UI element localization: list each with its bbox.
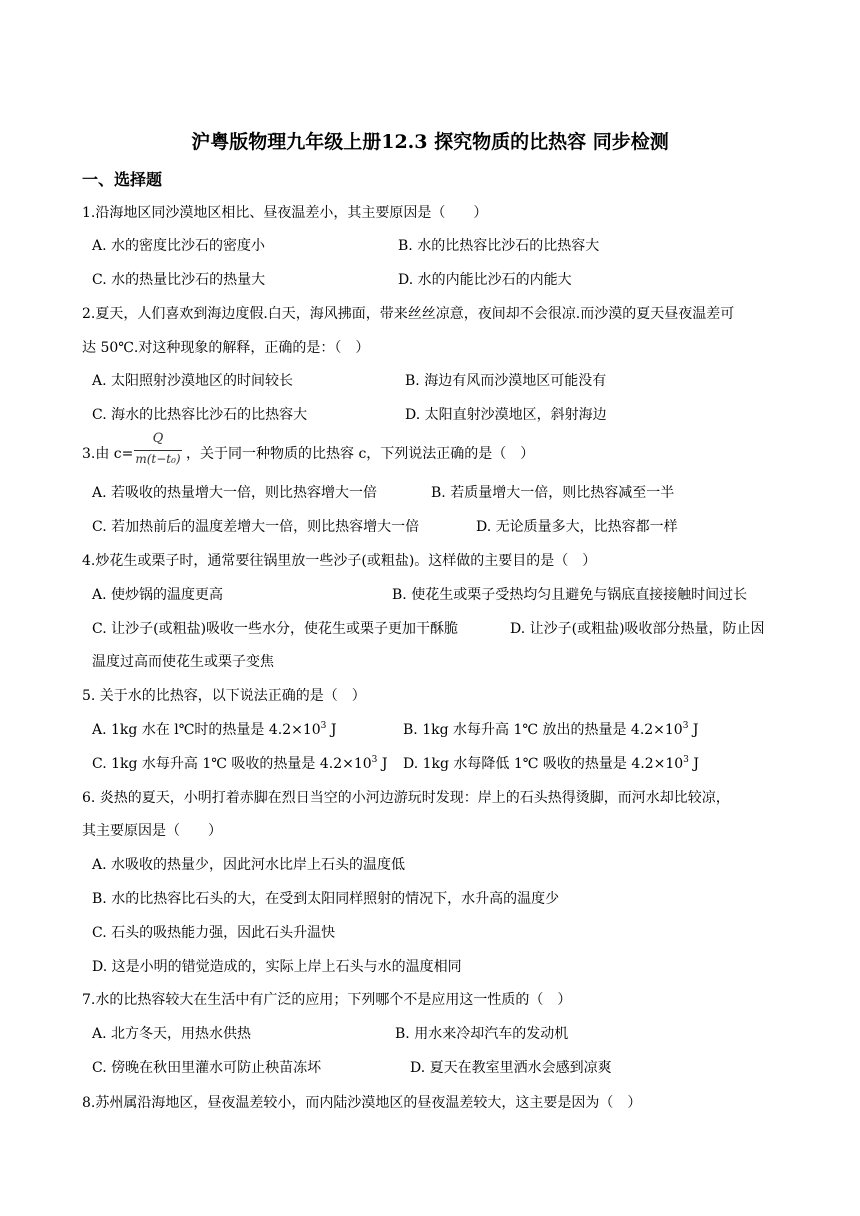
q3-option-b: B. 若质量增大一倍，则比热容减至一半 (431, 485, 675, 501)
q4-option-a: A. 使炒锅的温度更高 (92, 587, 224, 603)
q7-stem: 7.水的比热容较大在生活中有广泛的应用；下列哪个不是应用这一性质的（ ） (82, 992, 572, 1008)
specific-heat-formula (132, 431, 184, 471)
q5-option-a: A. 1kg 水在 l℃时的热量是 $4.2\times 10^3$ J (92, 721, 337, 738)
q7-option-d: D. 夏天在教室里洒水会感到凉爽 (410, 1060, 612, 1076)
q2-stem-line2: 达 50℃.对这种现象的解释，正确的是：（ ） (82, 340, 370, 356)
q6-option-a: A. 水吸收的热量少，因此河水比岸上石头的温度低 (92, 857, 406, 873)
q3-stem-suffix: ，关于同一种物质的比热容 c，下列说法正确的是（ ） (186, 446, 535, 462)
q2-option-d: D. 太阳直射沙漠地区，斜射海边 (405, 407, 607, 423)
q5-option-b: B. 1kg 水每升高 1℃ 放出的热量是 $4.2\times 10^3$ J (403, 721, 699, 738)
q5-option-c: C. 1kg 水每升高 1℃ 吸收的热量是 $4.2\times 10^3$ J (92, 755, 388, 772)
q2-option-b: B. 海边有风而沙漠地区可能没有 (405, 373, 607, 389)
q4-option-d-line2: 温度过高而使花生或栗子变焦 (92, 654, 274, 670)
q4-option-c: C. 让沙子(或粗盐)吸收一些水分，使花生或栗子更加干酥脆 (92, 621, 459, 637)
page-title: 沪粤版物理九年级上册12.3 探究物质的比热容 同步检测 (191, 131, 669, 153)
q6-option-c: C. 石头的吸热能力强，因此石头升温快 (92, 925, 336, 941)
q5-option-d: D. 1kg 水每降低 1℃ 吸收的热量是 $4.2\times 10^3$ J (403, 755, 699, 772)
formula-numerator: Q (152, 431, 164, 446)
q4-stem: 4.炒花生或栗子时，通常要往锅里放一些沙子(或粗盐)。这样做的主要目的是（ ） (82, 553, 597, 569)
q6-stem-line2: 其主要原因是（ ） (82, 823, 222, 839)
q1-option-a: A. 水的密度比沙石的密度小 (92, 238, 266, 254)
q7-option-a: A. 北方冬天，用热水供热 (92, 1026, 252, 1042)
q8-stem: 8.苏州属沿海地区，昼夜温差较小，而内陆沙漠地区的昼夜温差较大，这主要是因为（ ） (82, 1095, 642, 1111)
fraction-bar (134, 450, 182, 451)
q3-option-c: C. 若加热前后的温度差增大一倍，则比热容增大一倍 (92, 519, 420, 535)
q2-option-a: A. 太阳照射沙漠地区的时间较长 (92, 373, 294, 389)
q6-option-b: B. 水的比热容比石头的大，在受到太阳同样照射的情况下，水升高的温度少 (92, 891, 560, 907)
q6-option-d: D. 这是小明的错觉造成的，实际上岸上石头与水的温度相同 (92, 959, 462, 975)
q1-option-d: D. 水的内能比沙石的内能大 (398, 272, 572, 288)
q7-option-b: B. 用水来冷却汽车的发动机 (395, 1026, 569, 1042)
q3-option-d: D. 无论质量多大，比热容都一样 (476, 519, 678, 535)
q1-option-c: C. 水的热量比沙石的热量大 (92, 272, 266, 288)
q2-stem-line1: 2.夏天，人们喜欢到海边度假.白天，海风拂面，带来丝丝凉意，夜间却不会很凉.而沙漠的夏天昼夜温差可 (82, 306, 735, 322)
q3-option-a: A. 若吸收的热量增大一倍，则比热容增大一倍 (92, 485, 378, 501)
q7-option-c: C. 傍晚在秋田里灌水可防止秧苗冻坏 (92, 1060, 322, 1076)
q4-option-b: B. 使花生或栗子受热均匀且避免与锅底直接接触时间过长 (392, 587, 748, 603)
q3-stem-prefix: 3.由 c= (82, 446, 134, 462)
q2-option-c: C. 海水的比热容比沙石的比热容大 (92, 407, 308, 423)
q1-option-b: B. 水的比热容比沙石的比热容大 (398, 238, 600, 254)
q5-stem: 5. 关于水的比热容，以下说法正确的是（ ） (82, 688, 366, 704)
q6-stem-line1: 6. 炎热的夏天，小明打着赤脚在烈日当空的小河边游玩时发现：岸上的石头热得烫脚，而河水却比较凉， (82, 790, 730, 806)
q1-stem: 1.沿海地区同沙漠地区相比、昼夜温差小，其主要原因是（ ） (82, 205, 488, 221)
formula-denominator: m(t−t₀) (135, 452, 181, 466)
section-heading: 一、选择题 (82, 170, 163, 189)
q4-option-d-line1: D. 让沙子(或粗盐)吸收部分热量，防止因 (510, 621, 765, 637)
